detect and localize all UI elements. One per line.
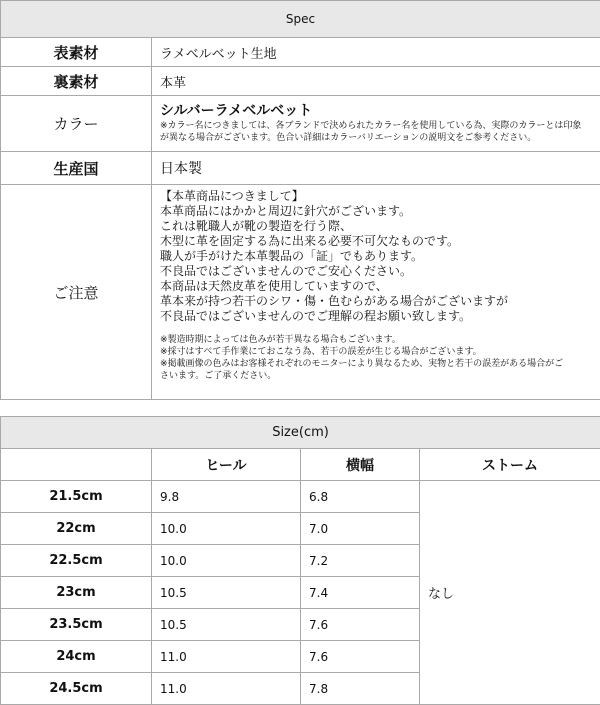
caution-line: 本商品は天然皮革を使用していますので、 xyxy=(160,279,388,293)
col-header-heel: ヒール xyxy=(152,449,301,481)
caution-line: 【本革商品につきまして】 xyxy=(160,189,304,203)
size-title: Size(cm) xyxy=(1,417,600,449)
spec-row-origin xyxy=(1,152,600,185)
caution-line: 木型に革を固定する為に出来る必要不可欠なものです。 xyxy=(160,234,460,248)
heel-value: 11.0 xyxy=(152,673,301,705)
size-label: 23.5cm xyxy=(1,609,152,641)
caution-note: ※採寸はすべて手作業にておこなう為、若干の誤差が生じる場合がございます。 xyxy=(160,347,482,357)
size-column-header-row xyxy=(1,449,600,481)
width-value: 7.6 xyxy=(301,641,420,673)
spec-row-color xyxy=(1,96,600,152)
caution-note: さいます。ご了承ください。 xyxy=(160,371,277,381)
heel-value: 10.0 xyxy=(152,545,301,577)
value-origin: 日本製 xyxy=(152,152,600,185)
width-value: 6.8 xyxy=(301,481,420,513)
col-header-storm: ストーム xyxy=(420,449,600,481)
heel-value: 10.0 xyxy=(152,513,301,545)
size-label: 23cm xyxy=(1,577,152,609)
caution-line: 不良品ではございませんのでご安心ください。 xyxy=(160,264,413,278)
size-label: 22.5cm xyxy=(1,545,152,577)
color-name: シルバーラメベルベット xyxy=(160,103,313,119)
label-caution: ご注意 xyxy=(1,185,152,400)
caution-note: ※製造時期によっては色みが若干異なる場合もございます。 xyxy=(160,335,401,345)
size-label: 24cm xyxy=(1,641,152,673)
value-outer-material: ラメベルベット生地 xyxy=(152,38,600,67)
storm-value: なし xyxy=(420,481,600,705)
heel-value: 10.5 xyxy=(152,609,301,641)
label-origin: 生産国 xyxy=(1,152,152,185)
spec-row-outer-material xyxy=(1,38,600,67)
size-label: 21.5cm xyxy=(1,481,152,513)
color-note-1: ※カラー名につきましては、各ブランドで決められたカラー名を使用している為、実際のカラーとは印象 xyxy=(160,121,582,131)
spec-row-inner-material xyxy=(1,67,600,96)
width-value: 7.4 xyxy=(301,577,420,609)
width-value: 7.8 xyxy=(301,673,420,705)
caution-note: ※掲載画像の色みはお客様それぞれのモニターにより異なるため、実物と若干の誤差がある場合がご xyxy=(160,359,564,369)
size-label: 24.5cm xyxy=(1,673,152,705)
width-value: 7.0 xyxy=(301,513,420,545)
caution-line: 本革商品にはかかと周辺に針穴がございます。 xyxy=(160,204,412,218)
width-value: 7.2 xyxy=(301,545,420,577)
caution-line: 不良品ではございませんのでご理解の程お願い致します。 xyxy=(160,309,472,323)
label-color: カラー xyxy=(1,96,152,152)
caution-line: 職人が手がけた本革製品の「証」でもあります。 xyxy=(160,249,424,263)
size-label: 22cm xyxy=(1,513,152,545)
size-table xyxy=(0,416,600,705)
heel-value: 11.0 xyxy=(152,641,301,673)
value-color-cell xyxy=(152,96,600,152)
spec-row-caution xyxy=(1,185,600,400)
value-inner-material: 本革 xyxy=(152,67,600,96)
heel-value: 9.8 xyxy=(152,481,301,513)
caution-line: 革本来が持つ若干のシワ・傷・色むらがある場合がございますが xyxy=(160,294,509,308)
color-note-2: が異なる場合がございます。色合い詳細はカラーバリエーションの説明文をご参考ください。 xyxy=(160,133,537,143)
spec-title: Spec xyxy=(1,1,600,38)
heel-value: 10.5 xyxy=(152,577,301,609)
width-value: 7.6 xyxy=(301,609,420,641)
label-outer-material: 表素材 xyxy=(1,38,152,67)
col-header-width: 横幅 xyxy=(301,449,420,481)
table-row xyxy=(1,481,600,513)
label-inner-material: 裏素材 xyxy=(1,67,152,96)
col-header-size xyxy=(1,449,152,481)
value-caution xyxy=(152,185,600,400)
caution-line: これは靴職人が靴の製造を行う際、 xyxy=(160,219,353,233)
